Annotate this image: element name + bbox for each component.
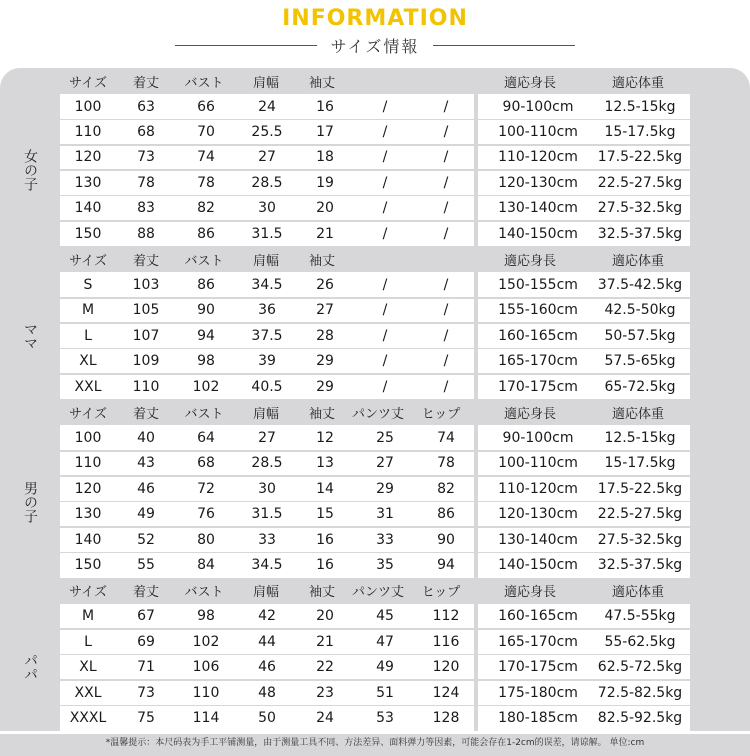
size-table: [0, 68, 750, 731]
header-shoulder: 肩幅: [252, 75, 280, 91]
cell-bust: 98: [197, 353, 215, 370]
table-row: [0, 323, 750, 348]
section-0: [0, 68, 750, 246]
table-row: [0, 374, 750, 399]
cell-shoulder: 46: [258, 659, 276, 676]
cell-length: 107: [132, 327, 160, 344]
cell-shoulder: 28.5: [251, 455, 283, 472]
header-shoulder: 肩幅: [252, 406, 280, 422]
header-weight: 適応体重: [611, 75, 665, 91]
cell-size: 130: [74, 174, 102, 191]
cell-length: 68: [137, 124, 155, 141]
cell-hip: /: [443, 353, 449, 370]
cell-height: 155-160cm: [498, 302, 578, 319]
cell-weight: 22.5-27.5kg: [597, 174, 683, 191]
cell-pants-length: /: [382, 124, 388, 141]
cell-length: 109: [132, 353, 160, 370]
cell-pants-length: 49: [376, 659, 394, 676]
cell-pants-length: /: [382, 302, 388, 319]
cell-length: 52: [137, 531, 155, 548]
cell-hip: 78: [437, 455, 455, 472]
cell-pants-length: /: [382, 353, 388, 370]
cell-bust: 80: [197, 531, 215, 548]
header-weight: 適応体重: [611, 406, 665, 422]
cell-bust: 102: [192, 633, 220, 650]
cell-weight: 72.5-82.5kg: [597, 684, 683, 701]
table-row: [0, 221, 750, 246]
header-bust: バスト: [184, 253, 224, 269]
table-row: [0, 476, 750, 501]
cell-bust: 78: [197, 174, 215, 191]
cell-sleeve: 29: [316, 353, 334, 370]
cell-hip: 112: [432, 608, 460, 625]
cell-height: 175-180cm: [498, 684, 578, 701]
cell-size: 110: [74, 124, 102, 141]
header-hip: ヒップ: [421, 406, 461, 422]
cell-height: 130-140cm: [498, 200, 578, 217]
table-row: [0, 298, 750, 323]
cell-size: 100: [74, 98, 102, 115]
table-row: [0, 425, 750, 450]
cell-height: 170-175cm: [498, 378, 578, 395]
cell-weight: 62.5-72.5kg: [597, 659, 683, 676]
header-bust: バスト: [184, 585, 224, 601]
cell-bust: 86: [197, 277, 215, 294]
cell-weight: 50-57.5kg: [604, 327, 676, 344]
cell-bust: 84: [197, 557, 215, 574]
cell-pants-length: 53: [376, 710, 394, 727]
data-area: [0, 604, 750, 731]
cell-size: 110: [74, 455, 102, 472]
cell-shoulder: 27: [258, 430, 276, 447]
cell-pants-length: 31: [376, 506, 394, 523]
cell-bust: 64: [197, 430, 215, 447]
cell-sleeve: 15: [316, 506, 334, 523]
cell-bust: 86: [197, 225, 215, 242]
cell-sleeve: 16: [316, 557, 334, 574]
table-row: [0, 451, 750, 476]
cell-length: 55: [137, 557, 155, 574]
subtitle-bar: [175, 33, 575, 57]
cell-sleeve: 12: [316, 430, 334, 447]
cell-shoulder: 44: [258, 633, 276, 650]
cell-shoulder: 42: [258, 608, 276, 625]
cell-pants-length: /: [382, 98, 388, 115]
header-height: 適応身長: [503, 406, 557, 422]
cell-weight: 47.5-55kg: [604, 608, 676, 625]
cell-shoulder: 36: [258, 302, 276, 319]
cell-size: XXL: [74, 684, 102, 701]
cell-sleeve: 21: [316, 633, 334, 650]
table-row: [0, 705, 750, 730]
cell-height: 165-170cm: [498, 633, 578, 650]
cell-bust: 70: [197, 124, 215, 141]
cell-pants-length: 47: [376, 633, 394, 650]
cell-sleeve: 27: [316, 302, 334, 319]
cell-pants-length: 27: [376, 455, 394, 472]
cell-bust: 102: [192, 378, 220, 395]
cell-length: 49: [137, 506, 155, 523]
cell-hip: /: [443, 225, 449, 242]
cell-shoulder: 40.5: [251, 378, 283, 395]
cell-shoulder: 24: [258, 98, 276, 115]
cell-height: 100-110cm: [498, 124, 578, 141]
cell-shoulder: 48: [258, 684, 276, 701]
header-height: 適応身長: [503, 75, 557, 91]
cell-height: 150-155cm: [498, 277, 578, 294]
header-bust: バスト: [184, 75, 224, 91]
section-1: [0, 246, 750, 399]
table-row: [0, 502, 750, 527]
cell-weight: 32.5-37.5kg: [597, 225, 683, 242]
cell-length: 78: [137, 174, 155, 191]
divider-right: [433, 45, 575, 46]
cell-weight: 55-62.5kg: [604, 633, 676, 650]
cell-size: S: [83, 277, 93, 294]
cell-height: 130-140cm: [498, 531, 578, 548]
cell-length: 40: [137, 430, 155, 447]
header-length: 着丈: [132, 253, 160, 269]
cell-sleeve: 13: [316, 455, 334, 472]
cell-sleeve: 19: [316, 174, 334, 191]
cell-pants-length: 51: [376, 684, 394, 701]
cell-height: 100-110cm: [498, 455, 578, 472]
table-row: [0, 272, 750, 297]
cell-bust: 74: [197, 149, 215, 166]
cell-bust: 98: [197, 608, 215, 625]
cell-bust: 76: [197, 506, 215, 523]
cell-shoulder: 34.5: [251, 277, 283, 294]
cell-size: 130: [74, 506, 102, 523]
cell-height: 180-185cm: [498, 710, 578, 727]
cell-pants-length: /: [382, 327, 388, 344]
cell-height: 140-150cm: [498, 557, 578, 574]
cell-sleeve: 21: [316, 225, 334, 242]
cell-length: 75: [137, 710, 155, 727]
cell-hip: 120: [432, 659, 460, 676]
section-label: 女の子: [22, 149, 38, 192]
cell-size: 150: [74, 557, 102, 574]
footer-note: *温馨提示：本尺码表为手工平铺测量，由于测量工具不同、方法差异、面料弹力等因素，可能会存在1-2cm的误差，请谅解。 单位:cm: [0, 734, 750, 756]
data-area: [0, 272, 750, 399]
cell-hip: /: [443, 378, 449, 395]
cell-length: 73: [137, 149, 155, 166]
cell-weight: 15-17.5kg: [604, 455, 676, 472]
cell-size: 140: [74, 200, 102, 217]
cell-shoulder: 27: [258, 149, 276, 166]
cell-bust: 68: [197, 455, 215, 472]
section-3: [0, 578, 750, 731]
header-height: 適応身長: [503, 253, 557, 269]
cell-height: 110-120cm: [498, 480, 578, 497]
cell-weight: 12.5-15kg: [604, 430, 676, 447]
header-weight: 適応体重: [611, 253, 665, 269]
cell-length: 63: [137, 98, 155, 115]
header-length: 着丈: [132, 585, 160, 601]
header-sleeve: 袖丈: [308, 75, 336, 91]
table-row: [0, 119, 750, 144]
cell-shoulder: 33: [258, 531, 276, 548]
table-row: [0, 680, 750, 705]
cell-shoulder: 31.5: [251, 225, 283, 242]
cell-length: 46: [137, 480, 155, 497]
cell-bust: 66: [197, 98, 215, 115]
table-row: [0, 527, 750, 552]
cell-hip: /: [443, 327, 449, 344]
cell-weight: 37.5-42.5kg: [597, 277, 683, 294]
cell-weight: 15-17.5kg: [604, 124, 676, 141]
section-label: 男の子: [22, 480, 38, 523]
cell-size: M: [81, 608, 95, 625]
header-bust: バスト: [184, 406, 224, 422]
cell-height: 160-165cm: [498, 608, 578, 625]
cell-hip: /: [443, 174, 449, 191]
cell-bust: 82: [197, 200, 215, 217]
cell-sleeve: 17: [316, 124, 334, 141]
cell-pants-length: /: [382, 149, 388, 166]
cell-height: 140-150cm: [498, 225, 578, 242]
cell-bust: 72: [197, 480, 215, 497]
table-row: [0, 629, 750, 654]
cell-pants-length: /: [382, 378, 388, 395]
cell-hip: 86: [437, 506, 455, 523]
cell-shoulder: 50: [258, 710, 276, 727]
cell-size: L: [84, 327, 92, 344]
cell-hip: 74: [437, 430, 455, 447]
header-pants-length: パンツ丈: [351, 585, 405, 601]
header-weight: 適応体重: [611, 585, 665, 601]
cell-size: 120: [74, 149, 102, 166]
cell-height: 160-165cm: [498, 327, 578, 344]
cell-sleeve: 26: [316, 277, 334, 294]
cell-hip: /: [443, 149, 449, 166]
cell-length: 71: [137, 659, 155, 676]
cell-sleeve: 22: [316, 659, 334, 676]
cell-sleeve: 29: [316, 378, 334, 395]
cell-weight: 82.5-92.5kg: [597, 710, 683, 727]
cell-length: 67: [137, 608, 155, 625]
header-size: サイズ: [69, 406, 107, 422]
cell-size: XXXL: [69, 710, 107, 727]
header-sleeve: 袖丈: [308, 253, 336, 269]
cell-weight: 17.5-22.5kg: [597, 480, 683, 497]
cell-hip: 82: [437, 480, 455, 497]
cell-size: L: [84, 633, 92, 650]
cell-height: 120-130cm: [498, 174, 578, 191]
cell-sleeve: 20: [316, 200, 334, 217]
cell-size: XL: [79, 659, 97, 676]
cell-shoulder: 28.5: [251, 174, 283, 191]
cell-length: 69: [137, 633, 155, 650]
header-shoulder: 肩幅: [252, 253, 280, 269]
cell-pants-length: 29: [376, 480, 394, 497]
cell-size: 120: [74, 480, 102, 497]
header-height: 適応身長: [503, 585, 557, 601]
table-row: [0, 94, 750, 119]
table-row: [0, 170, 750, 195]
cell-size: 150: [74, 225, 102, 242]
cell-bust: 94: [197, 327, 215, 344]
cell-sleeve: 20: [316, 608, 334, 625]
cell-hip: /: [443, 98, 449, 115]
section-label: ママ: [22, 321, 38, 350]
cell-pants-length: 33: [376, 531, 394, 548]
cell-hip: 94: [437, 557, 455, 574]
table-row: [0, 349, 750, 374]
header-sleeve: 袖丈: [308, 406, 336, 422]
header-row: [0, 68, 750, 94]
cell-size: 100: [74, 430, 102, 447]
cell-height: 90-100cm: [502, 430, 574, 447]
cell-bust: 110: [192, 684, 220, 701]
cell-hip: 128: [432, 710, 460, 727]
divider-left: [175, 45, 317, 46]
cell-shoulder: 30: [258, 200, 276, 217]
section-label: パパ: [22, 653, 38, 682]
cell-sleeve: 24: [316, 710, 334, 727]
header-row: [0, 578, 750, 604]
cell-pants-length: /: [382, 200, 388, 217]
header-row: [0, 246, 750, 272]
cell-hip: 116: [432, 633, 460, 650]
cell-sleeve: 16: [316, 531, 334, 548]
cell-weight: 22.5-27.5kg: [597, 506, 683, 523]
table-row: [0, 552, 750, 577]
cell-size: XL: [79, 353, 97, 370]
cell-length: 83: [137, 200, 155, 217]
header-size: サイズ: [69, 75, 107, 91]
header-shoulder: 肩幅: [252, 585, 280, 601]
header-length: 着丈: [132, 406, 160, 422]
cell-hip: 124: [432, 684, 460, 701]
cell-bust: 114: [192, 710, 220, 727]
cell-height: 120-130cm: [498, 506, 578, 523]
cell-weight: 12.5-15kg: [604, 98, 676, 115]
table-row: [0, 196, 750, 221]
cell-shoulder: 25.5: [251, 124, 283, 141]
cell-length: 43: [137, 455, 155, 472]
cell-weight: 57.5-65kg: [604, 353, 676, 370]
header-hip: ヒップ: [421, 585, 461, 601]
cell-shoulder: 39: [258, 353, 276, 370]
header-length: 着丈: [132, 75, 160, 91]
cell-sleeve: 14: [316, 480, 334, 497]
cell-shoulder: 37.5: [251, 327, 283, 344]
header-size: サイズ: [69, 585, 107, 601]
cell-length: 103: [132, 277, 160, 294]
cell-length: 110: [132, 378, 160, 395]
cell-weight: 32.5-37.5kg: [597, 557, 683, 574]
cell-shoulder: 30: [258, 480, 276, 497]
cell-sleeve: 28: [316, 327, 334, 344]
cell-length: 88: [137, 225, 155, 242]
cell-weight: 65-72.5kg: [604, 378, 676, 395]
cell-height: 110-120cm: [498, 149, 578, 166]
header-pants-length: パンツ丈: [351, 406, 405, 422]
cell-shoulder: 34.5: [251, 557, 283, 574]
data-area: [0, 425, 750, 577]
cell-hip: 90: [437, 531, 455, 548]
page-title: INFORMATION: [282, 6, 468, 31]
header-size: サイズ: [69, 253, 107, 269]
cell-height: 90-100cm: [502, 98, 574, 115]
cell-length: 105: [132, 302, 160, 319]
cell-sleeve: 16: [316, 98, 334, 115]
cell-hip: /: [443, 302, 449, 319]
data-area: [0, 94, 750, 246]
header-sleeve: 袖丈: [308, 585, 336, 601]
cell-pants-length: 25: [376, 430, 394, 447]
cell-shoulder: 31.5: [251, 506, 283, 523]
cell-height: 170-175cm: [498, 659, 578, 676]
cell-pants-length: /: [382, 225, 388, 242]
cell-sleeve: 23: [316, 684, 334, 701]
cell-height: 165-170cm: [498, 353, 578, 370]
cell-size: XXL: [74, 378, 102, 395]
cell-hip: /: [443, 124, 449, 141]
cell-bust: 90: [197, 302, 215, 319]
cell-size: 140: [74, 531, 102, 548]
cell-pants-length: /: [382, 277, 388, 294]
cell-hip: /: [443, 200, 449, 217]
cell-weight: 17.5-22.5kg: [597, 149, 683, 166]
cell-weight: 42.5-50kg: [604, 302, 676, 319]
table-row: [0, 655, 750, 680]
table-row: [0, 145, 750, 170]
table-row: [0, 604, 750, 629]
cell-hip: /: [443, 277, 449, 294]
cell-pants-length: 45: [376, 608, 394, 625]
section-2: [0, 399, 750, 577]
cell-weight: 27.5-32.5kg: [597, 200, 683, 217]
cell-length: 73: [137, 684, 155, 701]
cell-sleeve: 18: [316, 149, 334, 166]
cell-pants-length: 35: [376, 557, 394, 574]
cell-pants-length: /: [382, 174, 388, 191]
cell-size: M: [81, 302, 95, 319]
cell-bust: 106: [192, 659, 220, 676]
page-subtitle: サイズ情報: [330, 36, 420, 56]
header-row: [0, 399, 750, 425]
cell-weight: 27.5-32.5kg: [597, 531, 683, 548]
